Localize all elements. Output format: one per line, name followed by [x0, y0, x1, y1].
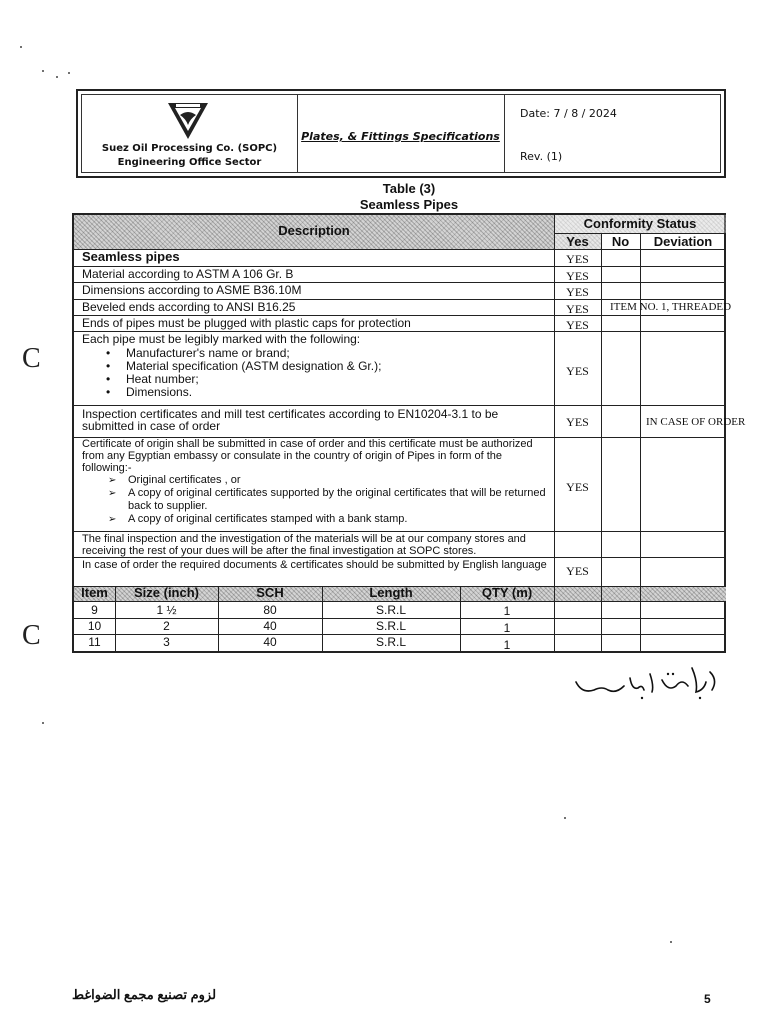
row-5-yes: YES	[566, 318, 589, 332]
specification-table	[72, 213, 746, 653]
table-row-qty: 1	[503, 604, 511, 618]
document-date: Date: 7 / 8 / 2024	[520, 107, 617, 120]
table-row-sch: 40	[263, 635, 277, 649]
deviation-header: Deviation	[653, 234, 713, 249]
table-row-sch: 80	[263, 603, 277, 617]
table-row-qty: 1	[503, 621, 511, 635]
size-column-header: Size (inch)	[133, 585, 199, 600]
company-name: Suez Oil Processing Co. (SOPC)	[101, 143, 278, 154]
row-inspection-certificates: Inspection certificates and mill test certificates according to EN10204-3.1 to be submitted in case of order	[82, 407, 499, 433]
table-heading	[0, 181, 768, 213]
marking-list	[82, 347, 552, 399]
table-row-qty: 1	[503, 638, 511, 652]
table-row-size: 1 ½	[156, 603, 177, 617]
table-number: Table (3)	[382, 181, 436, 196]
table-row-length: S.R.L	[375, 619, 406, 633]
sch-column-header: SCH	[256, 585, 284, 600]
row-marking	[82, 333, 552, 399]
yes-header: Yes	[566, 234, 589, 249]
company-sector: Engineering Office Sector	[117, 157, 262, 168]
row-dimensions: Dimensions according to ASME B36.10M	[82, 283, 302, 297]
list-item: • Heat number;	[82, 373, 552, 386]
row-english-documents: In case of order the required documents & certificates should be submitted by English language	[82, 559, 547, 571]
scan-speck	[68, 72, 70, 74]
table-row-sch: 40	[263, 619, 277, 633]
list-item: • Material specification (ASTM designation & Gr.);	[82, 360, 552, 373]
row-beveled-ends: Beveled ends according to ANSI B16.25	[82, 300, 296, 314]
row-2-yes: YES	[566, 269, 589, 283]
row-marking-text: Each pipe must be legibly marked with the following:	[82, 332, 361, 346]
row-3-yes: YES	[566, 285, 589, 299]
spec-title-cell	[297, 95, 505, 172]
row-material: Material according to ASTM A 106 Gr. B	[82, 267, 294, 281]
document-revision: Rev. (1)	[520, 150, 563, 163]
table-row-size: 3	[163, 635, 170, 649]
row-1-yes: YES	[566, 252, 589, 266]
scan-speck	[42, 722, 44, 724]
item-column-header: Item	[81, 585, 108, 600]
table-row-length: S.R.L	[375, 635, 406, 649]
conformity-status-header: Conformity Status	[583, 216, 697, 231]
row-7-yes: YES	[566, 415, 589, 429]
table-subtitle: Seamless Pipes	[359, 197, 459, 212]
date-rev-cell	[504, 95, 720, 172]
scan-speck	[42, 70, 44, 72]
row-4-yes: YES	[566, 302, 589, 316]
row-seamless-pipes: Seamless pipes	[82, 249, 180, 264]
handwritten-signature	[572, 660, 722, 704]
list-item: ➢ A copy of original certificates supported by the original certificates that will be returned back to supplier.	[82, 487, 552, 513]
row-10-yes: YES	[566, 564, 589, 578]
row-4-deviation: ITEM NO. 1, THREADED	[610, 301, 732, 313]
table-row-size: 2	[163, 619, 170, 633]
row-7-deviation: IN CASE OF ORDER	[646, 416, 746, 428]
table-row-item: 9	[91, 603, 98, 617]
table-row-item: 10	[87, 619, 102, 633]
page-number: 5	[704, 992, 711, 1006]
list-item: • Manufacturer's name or brand;	[82, 347, 552, 360]
scan-speck	[670, 941, 672, 943]
list-item: • Dimensions.	[82, 386, 552, 399]
row-final-inspection: The final inspection and the investigation of the materials will be at our company stores and receiving the rest of your dues will be after the final investigation at SOPC stores.	[82, 533, 526, 557]
row-certificate-origin	[82, 438, 552, 526]
table-row-length: S.R.L	[375, 603, 406, 617]
table-row-item: 11	[88, 635, 101, 649]
row-6-yes: YES	[566, 364, 589, 378]
row-origin-text: Certificate of origin shall be submitted in case of order and this certificate must be authorized from any Egyptian embassy or consulate in the country of origin of Pipes in form of the following:-	[82, 438, 533, 474]
margin-mark: C	[22, 343, 41, 374]
qty-column-header: QTY (m)	[481, 585, 533, 600]
company-cell	[82, 95, 298, 172]
length-column-header: Length	[369, 585, 413, 600]
scan-speck	[564, 817, 566, 819]
document-header	[76, 89, 726, 178]
scan-speck	[20, 46, 22, 48]
row-8-yes: YES	[566, 480, 589, 494]
origin-list	[82, 474, 552, 526]
row-ends-plugged: Ends of pipes must be plugged with plastic caps for protection	[82, 316, 411, 330]
list-item: ➢ Original certificates , or	[82, 474, 552, 487]
description-header: Description	[278, 223, 350, 238]
footer-note: لزوم تصنيع مجمع الضواغط	[72, 987, 217, 1002]
margin-mark: C	[22, 620, 41, 651]
company-logo-icon	[166, 101, 210, 141]
list-item: ➢ A copy of original certificates stamped with a bank stamp.	[82, 513, 552, 526]
spec-title: Plates, & Fittings Specifications	[301, 130, 500, 143]
scan-speck	[56, 76, 58, 78]
no-header: No	[611, 234, 630, 249]
